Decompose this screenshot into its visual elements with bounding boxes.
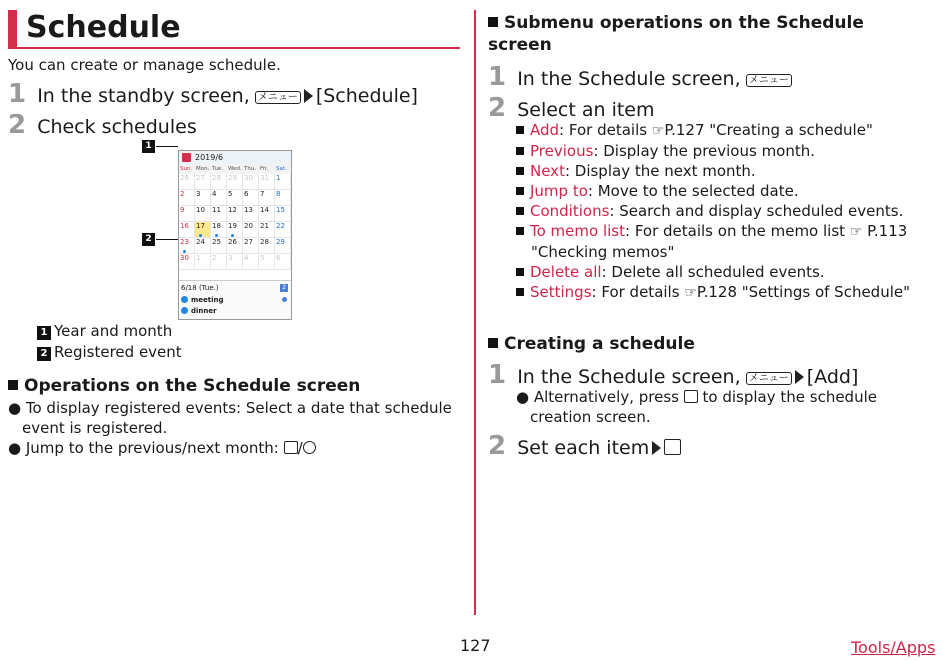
menu-key-icon: メニュー xyxy=(746,372,792,385)
calendar-day[interactable]: 7 xyxy=(259,190,275,206)
legend-text: Registered event xyxy=(54,343,182,361)
page-reference[interactable]: P.128 "Settings of Schedule" xyxy=(696,283,911,301)
term: Conditions xyxy=(530,202,610,220)
event-count-badge: 2 xyxy=(280,284,288,292)
intro-text: You can create or manage schedule. xyxy=(8,56,281,74)
term-desc: : Search and display scheduled events. xyxy=(609,202,904,220)
square-bullet-icon xyxy=(516,167,524,175)
callout-1: 1 xyxy=(142,140,155,153)
event-item[interactable]: dinner xyxy=(191,307,217,315)
weekday-label: Mon. xyxy=(196,166,210,172)
step-text: In the Schedule screen, xyxy=(517,68,741,90)
term: Settings xyxy=(530,283,592,301)
section-heading-submenu xyxy=(488,12,928,56)
legend-item xyxy=(37,342,182,363)
calendar-day[interactable]: 25 xyxy=(211,238,227,254)
calendar-day[interactable]: 23 xyxy=(179,238,195,254)
calendar-day[interactable]: 19 xyxy=(227,222,243,238)
term-desc: : For details on the memo list xyxy=(625,222,846,240)
calendar-day[interactable]: 4 xyxy=(243,254,259,270)
square-bullet-icon xyxy=(516,126,524,134)
calendar-day[interactable]: 13 xyxy=(243,206,259,222)
step-2 xyxy=(8,110,197,141)
event-icon xyxy=(181,307,188,314)
weekday-label: Sun. xyxy=(180,166,193,172)
calendar-day[interactable]: 29 xyxy=(227,174,243,190)
term: Delete all xyxy=(530,263,602,281)
term: Next xyxy=(530,162,565,180)
event-icon xyxy=(181,296,188,303)
reference-icon: ☞ xyxy=(684,285,697,301)
calendar-day[interactable]: 11 xyxy=(211,206,227,222)
calendar-day[interactable]: 16 xyxy=(179,222,195,238)
calendar-day[interactable]: 1 xyxy=(195,254,211,270)
weekday-label: Thu. xyxy=(244,166,257,172)
calendar-day[interactable]: 22 xyxy=(275,222,291,238)
bullet-item: ● Jump to the previous/next month: / xyxy=(8,438,453,458)
step-target: [Add] xyxy=(806,366,859,388)
heading-text: Operations on the Schedule screen xyxy=(24,376,361,396)
term: To memo list xyxy=(530,222,625,240)
calendar-day[interactable]: 26 xyxy=(179,174,195,190)
step-number: 1 xyxy=(8,79,27,109)
step-1 xyxy=(8,79,418,110)
calendar-day[interactable]: 9 xyxy=(179,206,195,222)
calendar-day[interactable]: 6 xyxy=(243,190,259,206)
legend-text: Year and month xyxy=(54,322,173,340)
step-text: Set each item xyxy=(517,437,650,459)
calendar-icon xyxy=(182,153,191,162)
calendar-day[interactable]: 30 xyxy=(243,174,259,190)
event-dot-icon xyxy=(199,234,202,237)
calendar-day[interactable]: 18 xyxy=(211,222,227,238)
step-number: 2 xyxy=(488,431,507,461)
callout-2: 2 xyxy=(142,233,155,246)
page-reference[interactable]: P.113 "Checking memos" xyxy=(531,222,908,261)
calendar-day[interactable]: 3 xyxy=(195,190,211,206)
square-bullet-icon xyxy=(516,288,524,296)
calendar-day[interactable]: 28 xyxy=(211,174,227,190)
camera-key-icon xyxy=(303,441,316,454)
calendar-year-month: 2019/6 xyxy=(195,153,224,162)
bullet-item: ● To display registered events: Select a date that schedule event is registered. xyxy=(8,399,452,437)
weekday-row xyxy=(179,165,291,174)
calendar-day[interactable]: 12 xyxy=(227,206,243,222)
calendar-day[interactable]: 24 xyxy=(195,238,211,254)
term-desc: : Display the previous month. xyxy=(593,142,816,160)
calendar-day[interactable]: 30 xyxy=(179,254,195,270)
figure-legend xyxy=(37,321,182,363)
bullet-text: Jump to the previous/next month: xyxy=(25,439,279,457)
calendar-day[interactable]: 26 xyxy=(227,238,243,254)
step-text: In the Schedule screen, xyxy=(517,366,741,388)
submenu-item-list xyxy=(516,120,936,303)
section-heading-creating xyxy=(488,333,695,355)
calendar-day[interactable]: 5 xyxy=(227,190,243,206)
legend-item xyxy=(37,321,182,342)
menu-key-icon: メニュー xyxy=(746,74,792,87)
menu-key-icon: メニュー xyxy=(255,91,301,104)
calendar-day[interactable]: 28 xyxy=(259,238,275,254)
term: Previous xyxy=(530,142,594,160)
term-desc: : Display the next month. xyxy=(564,162,756,180)
calendar-day[interactable]: 14 xyxy=(259,206,275,222)
submenu-item-delete-all xyxy=(516,262,936,282)
calendar-day[interactable]: 27 xyxy=(195,174,211,190)
calendar-day[interactable]: 8 xyxy=(275,190,291,206)
step-text: Check schedules xyxy=(37,116,197,138)
submenu-item-settings xyxy=(516,282,936,303)
calendar-day[interactable]: 15 xyxy=(275,206,291,222)
weekday-label: Wed. xyxy=(228,166,242,172)
save-key-icon xyxy=(664,439,681,455)
page-number: 127 xyxy=(460,636,491,655)
submenu-item-previous xyxy=(516,141,936,161)
calendar-day[interactable]: 5 xyxy=(259,254,275,270)
calendar-day[interactable]: 4 xyxy=(211,190,227,206)
square-bullet-icon xyxy=(516,227,524,235)
submenu-item-to-memo-list xyxy=(516,221,936,262)
event-dot-icon xyxy=(183,250,186,253)
arrow-right-icon xyxy=(652,441,661,455)
event-dot-icon xyxy=(231,234,234,237)
operations-bullets xyxy=(8,398,453,458)
step-number: 2 xyxy=(8,110,27,140)
step-text: In the standby screen, xyxy=(37,85,250,107)
square-bullet-icon xyxy=(516,268,524,276)
weekday-label: Sat. xyxy=(276,166,287,172)
page-reference[interactable]: P.127 "Creating a schedule" xyxy=(664,121,873,139)
calendar-day[interactable]: 1 xyxy=(275,174,291,190)
submenu-item-jump-to xyxy=(516,181,936,201)
term-desc: : For details xyxy=(591,283,680,301)
term-desc: : Move to the selected date. xyxy=(587,182,799,200)
square-bullet-icon xyxy=(488,338,498,348)
bullet-text: To display registered events: Select a date that schedule event is registered. xyxy=(22,399,452,437)
calendar-day[interactable]: 10 xyxy=(195,206,211,222)
calendar-day[interactable]: 31 xyxy=(259,174,275,190)
calendar-day[interactable]: 3 xyxy=(227,254,243,270)
term: Jump to xyxy=(530,182,588,200)
event-item[interactable]: meeting xyxy=(191,296,224,304)
weekday-label: Fri. xyxy=(260,166,269,172)
create-step-2 xyxy=(488,431,681,462)
arrow-right-icon xyxy=(795,370,804,384)
term-desc: : For details xyxy=(559,121,648,139)
callout-line xyxy=(156,146,178,147)
section-link[interactable]: Tools/Apps xyxy=(851,638,936,657)
calendar-day[interactable]: 29 xyxy=(275,238,291,254)
page-title: Schedule xyxy=(26,10,181,45)
reference-icon: ☞ xyxy=(651,123,665,139)
term-desc: : Delete all scheduled events. xyxy=(601,263,825,281)
square-bullet-icon xyxy=(488,17,498,27)
arrow-right-icon xyxy=(304,89,313,103)
square-bullet-icon xyxy=(516,207,524,215)
calendar-day[interactable]: 2 xyxy=(211,254,227,270)
selected-date: 6/18 (Tue.) xyxy=(181,284,219,292)
submenu-item-conditions xyxy=(516,201,936,221)
section-heading-operations xyxy=(8,375,360,397)
step-text: Select an item xyxy=(517,99,655,121)
note-text: to display the schedule creation screen. xyxy=(530,388,877,426)
note-text: Alternatively, press xyxy=(533,388,679,406)
center-key-icon xyxy=(684,390,698,403)
submenu-item-next xyxy=(516,161,936,181)
square-bullet-icon xyxy=(516,147,524,155)
calendar-day[interactable]: 17 xyxy=(195,222,211,238)
alarm-icon xyxy=(282,297,287,302)
term: Add xyxy=(530,121,560,139)
calendar-day[interactable]: 20 xyxy=(243,222,259,238)
square-bullet-icon xyxy=(516,187,524,195)
submenu-item-add xyxy=(516,120,936,141)
event-dot-icon xyxy=(215,234,218,237)
mail-key-icon xyxy=(284,441,298,454)
heading-text: Submenu operations on the Schedule screen xyxy=(488,13,864,55)
calendar-day[interactable]: 2 xyxy=(179,190,195,206)
create-note: ● Alternatively, press to display the schedule creation screen. xyxy=(516,388,877,426)
event-panel xyxy=(179,280,291,319)
column-divider xyxy=(474,10,476,615)
title-underline xyxy=(8,47,460,49)
step-number: 2 xyxy=(488,93,507,123)
legend-number: 2 xyxy=(37,347,51,361)
weekday-label: Tue. xyxy=(212,166,224,172)
step-number: 1 xyxy=(488,62,507,92)
legend-number: 1 xyxy=(37,326,51,340)
calendar-day[interactable]: 27 xyxy=(243,238,259,254)
calendar-screenshot xyxy=(178,150,292,320)
square-bullet-icon xyxy=(8,380,18,390)
calendar-header xyxy=(179,151,291,166)
heading-text: Creating a schedule xyxy=(504,334,695,354)
title-accent-bar xyxy=(8,10,17,47)
submenu-step-1 xyxy=(488,62,792,93)
reference-icon: ☞ xyxy=(849,224,863,240)
calendar-day[interactable]: 21 xyxy=(259,222,275,238)
calendar-grid xyxy=(179,174,291,270)
callout-line xyxy=(156,239,178,240)
step-number: 1 xyxy=(488,360,507,390)
step-target: [Schedule] xyxy=(315,85,418,107)
calendar-day[interactable]: 6 xyxy=(275,254,291,270)
